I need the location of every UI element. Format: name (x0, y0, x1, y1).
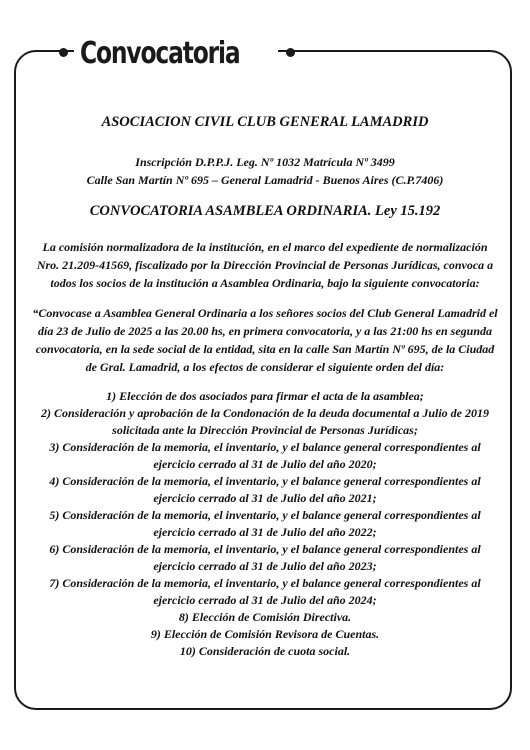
document-body (30, 114, 500, 660)
agenda-item: 2) Consideración y aprobación de la Condonación de la deuda documental a Julio de 2019 solicitada ante la Dirección Provincial de Personas Jurídicas; (40, 406, 489, 437)
agenda-item: 6) Consideración de la memoria, el inventario, y el balance general correspondientes al ejercicio cerrado al 31 de Julio del año 2023; (49, 542, 481, 573)
agenda-list (30, 388, 500, 660)
agenda-item: 9) Elección de Comisión Revisora de Cuentas. (150, 627, 380, 641)
registration-block (30, 153, 500, 189)
bullet-dot-icon (286, 48, 295, 57)
intro-paragraph: La comisión normalizadora de la institución, en el marco del expediente de normalización Nro. 21.209-41569, fiscalizado por la Dirección Provincial de Personas Jurídicas, convoca a todos los socios de la institución a Asamblea Ordinaria, bajo la siguiente convocatoria: (36, 240, 494, 290)
agenda-item: 8) Elección de Comisión Directiva. (178, 610, 352, 624)
agenda-item: 4) Consideración de la memoria, el inventario, y el balance general correspondientes al ejercicio cerrado al 31 de Julio del año 2021; (49, 474, 481, 505)
organization-name: ASOCIACION CIVIL CLUB GENERAL LAMADRID (101, 114, 429, 130)
agenda-item: 1) Elección de dos asociados para firmar el acta de la asamblea; (106, 389, 424, 403)
address-line: Calle San Martín Nº 695 – General Lamadrid - Buenos Aires (C.P.7406) (86, 173, 444, 187)
agenda-item: 3) Consideración de la memoria, el inventario, y el balance general correspondientes al ejercicio cerrado al 31 de Julio del año 2020; (49, 440, 481, 471)
bullet-dot-icon (59, 48, 68, 57)
convocation-title: CONVOCATORIA ASAMBLEA ORDINARIA. Ley 15.192 (89, 203, 441, 219)
agenda-item: 5) Consideración de la memoria, el inventario, y el balance general correspondientes al ejercicio cerrado al 31 de Julio del año 2022; (49, 508, 481, 539)
agenda-item: 7) Consideración de la memoria, el inventario, y el balance general correspondientes al ejercicio cerrado al 31 de Julio del año 2024; (49, 576, 481, 607)
convocation-paragraph: “Convocase a Asamblea General Ordinaria a los señores socios del Club General Lamadrid el día 23 de Julio de 2025 a las 20.00 hs, en primera convocatoria, y a las 21:00 hs en segunda convocatoria, en la sede social de la entidad, sita en la calle San Martín Nº 695, de la Ciudad de Gral. Lamadrid, a los efectos de considerar el siguiente orden del día: (32, 306, 498, 374)
registration-line: Inscripción D.P.P.J. Leg. Nº 1032 Matrícula Nº 3499 (135, 155, 395, 169)
header (0, 34, 530, 74)
page-title: Convocatoria (80, 36, 240, 71)
agenda-item: 10) Consideración de cuota social. (179, 644, 351, 658)
